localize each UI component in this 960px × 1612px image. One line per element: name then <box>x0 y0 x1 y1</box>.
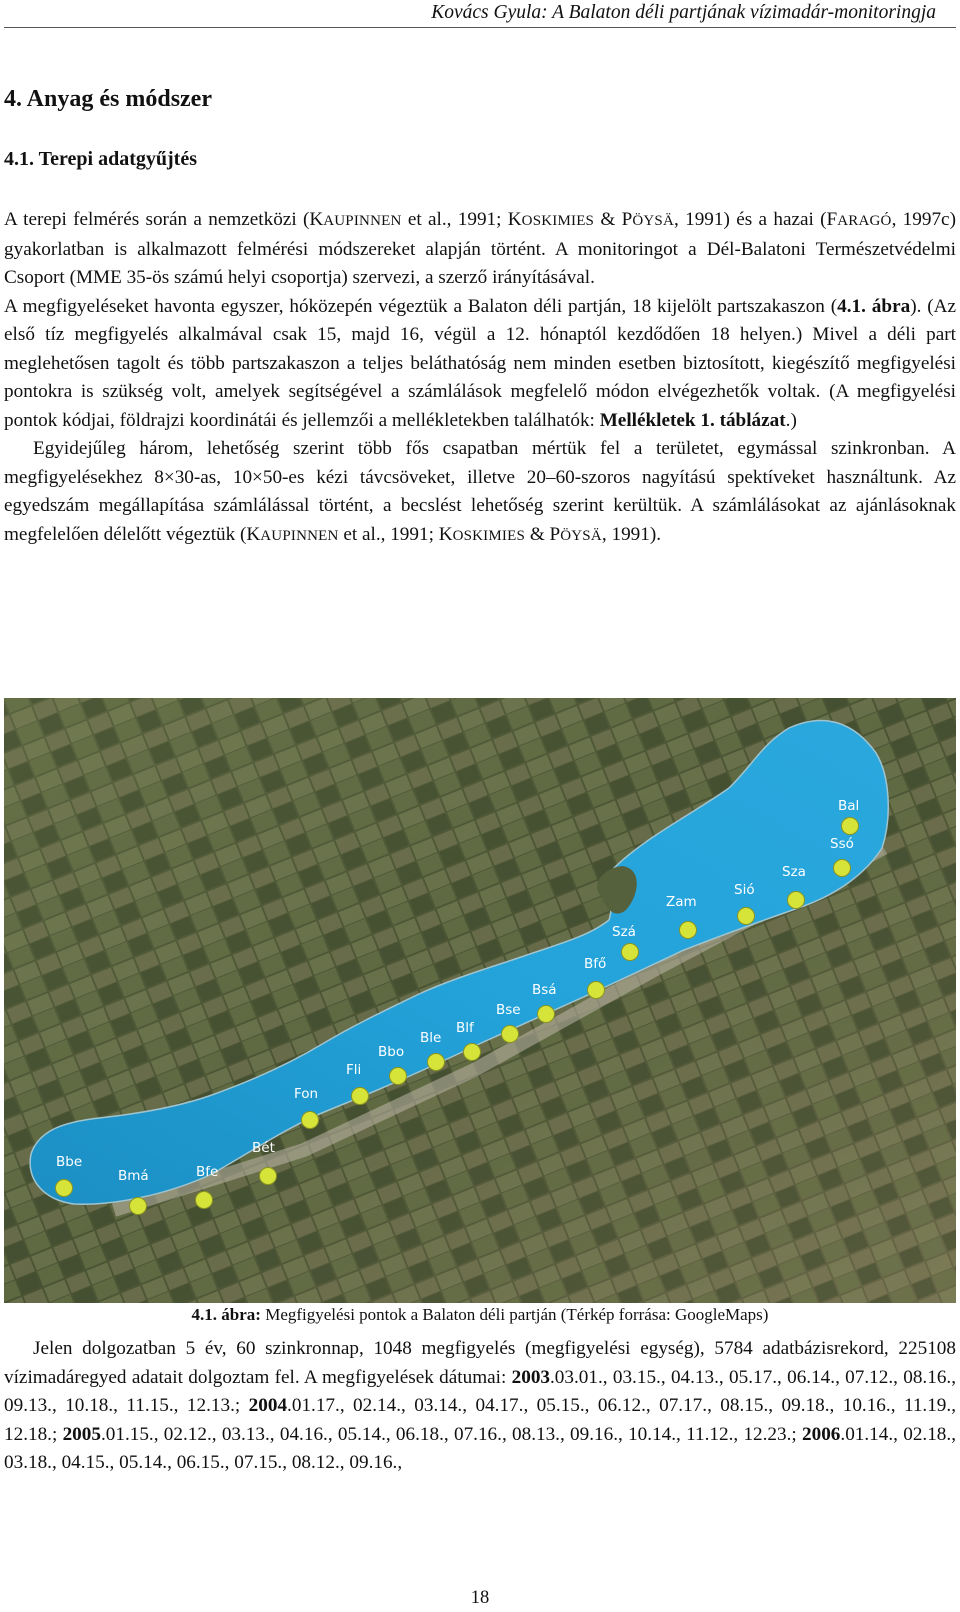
paragraph-2 <box>4 293 956 436</box>
text-run: Jelen dolgozatban 5 év, 60 szinkronnap, 1048 megfigyelés (megfigyelési egység), 5784 adatbázisrekord, 225108 vízimadáregyed adatait dolgoztam fel. A megfigyelések dátumai: <box>4 1338 956 1388</box>
header-rule <box>4 27 956 28</box>
methods-text <box>4 206 956 550</box>
dates-2004: .01.17., 02.14., 03.14., 04.17., 05.15., 06.12., 07.17., 08.15., 09.18., 10.16., 11.19., 12.18.; <box>4 1395 956 1445</box>
paragraph-1 <box>4 206 956 293</box>
marker-dot-10 <box>538 1006 555 1023</box>
paragraph-3 <box>4 435 956 550</box>
marker-label-4: Fon <box>294 1086 319 1102</box>
subsection-heading: 4.1. Terepi adatgyűjtés <box>4 148 197 170</box>
marker-label-13: Zam <box>666 894 697 910</box>
marker-label-17: Bal <box>838 798 860 814</box>
dates-2003: .03.01., 03.15., 04.13., 05.17., 06.14., 07.12., 08.16., 09.13., 10.18., 11.15., 12.13.; <box>4 1366 957 1416</box>
running-head: Kovács Gyula: A Balaton déli partjának vízimadár-monitoringja <box>431 2 936 23</box>
marker-label-16: Ssó <box>830 836 854 852</box>
text-run: , 1997c) gyakorlatban is alkalmazott felmérési módszereket alapján történt. A monitoringot a Dél-Balatoni Természetvédelmi Csoport (MME 35-ös számú helyi csoportja) szervezi, a szerző irányításával. <box>4 209 956 288</box>
marker-dot-13 <box>680 922 697 939</box>
text-run: Egyidejűleg három, lehetőség szerint több fős csapatban mértük fel a területet, egymással szinkronban. A megfigyelésekhez 8×30-as, 10×50-es kézi távcsöveket, illetve 20–60-szoros nagyítású spektíveket használtunk. Az egyedszám megállapítása számlálással történt, a becslést lehetőség szerint kerültük. A számlálásokat az ajánlásoknak megfelelően délelőtt végeztük (K <box>4 438 956 545</box>
marker-label-11: Bfő <box>584 956 607 972</box>
smallcaps-run: AUPINNEN <box>323 213 402 229</box>
text-run: & P <box>594 209 633 230</box>
marker-label-14: Sió <box>734 882 755 898</box>
year-2004: 2004 <box>248 1395 288 1416</box>
marker-dot-9 <box>502 1026 519 1043</box>
marker-label-15: Sza <box>782 864 806 880</box>
smallcaps-run: ÖYSÄ <box>560 527 602 544</box>
year-2003: 2003 <box>511 1366 550 1388</box>
text-run: , 1991). <box>601 523 662 545</box>
marker-label-3: Bét <box>252 1140 275 1156</box>
marker-label-9: Bse <box>496 1002 521 1018</box>
figure-reference: 4.1. ábra <box>837 295 911 317</box>
marker-dot-1 <box>130 1198 147 1215</box>
dates-2006: .01.14., 02.18., 03.18., 04.15., 05.14., 06.15., 07.15., 08.12., 09.16., <box>4 1423 956 1473</box>
smallcaps-run: OSKIMIES <box>452 527 526 544</box>
text-run: A megfigyeléseket havonta egyszer, hóközepén végeztük a Balaton déli partján, 18 kijelölt partszakaszon ( <box>4 295 838 317</box>
text-run: & P <box>525 523 561 545</box>
figure-caption <box>0 1305 960 1325</box>
marker-dot-7 <box>428 1054 445 1071</box>
marker-dot-2 <box>196 1192 213 1209</box>
marker-dot-14 <box>738 908 755 925</box>
marker-dot-3 <box>260 1168 277 1185</box>
marker-label-8: Blf <box>456 1020 474 1036</box>
text-run: , 1991) és a hazai (F <box>674 209 838 230</box>
marker-label-10: Bsá <box>532 982 557 998</box>
appendix-reference: Mellékletek 1. táblázat <box>599 409 786 431</box>
marker-label-2: Bfe <box>196 1164 219 1180</box>
smallcaps-run: OSKIMIES <box>521 213 595 229</box>
year-2006: 2006 <box>802 1423 841 1445</box>
marker-label-6: Bbo <box>378 1044 405 1060</box>
year-2005: 2005 <box>62 1423 101 1445</box>
paragraph-4 <box>4 1335 956 1478</box>
marker-dot-0 <box>56 1180 73 1197</box>
text-run: et al., 1991; K <box>338 523 453 545</box>
text-run: .) <box>785 409 797 431</box>
smallcaps-run: ÖYSÄ <box>632 213 674 229</box>
smallcaps-run: ARAGÓ <box>837 213 892 229</box>
marker-dot-5 <box>352 1088 369 1105</box>
marker-dot-6 <box>390 1068 407 1085</box>
marker-label-7: Ble <box>420 1030 442 1046</box>
caption-label: 4.1. ábra: <box>191 1305 261 1324</box>
marker-label-5: Fli <box>346 1062 362 1078</box>
balaton-map-figure <box>4 698 956 1303</box>
text-run: ). (Az első tíz megfigyelés alkalmával csak 15, majd 16, végül a 12. hónaptól kezdődően 18 helyen.) Mivel a déli part meglehetősen tagolt és több partszakaszon a teljes beláthatóság nem minden esetben biztosított, kiegészítő megfigyelési pontokra is szükség volt, amelyek segítségével a számlálások megfelelő módon elvégezhetők voltak. (A megfigyelési pontok kódjai, földrajzi koordinátái és jellemzői a mellékletekben találhatók: <box>4 295 957 431</box>
marker-dot-12 <box>622 944 639 961</box>
text-run: et al., 1991; K <box>401 209 522 230</box>
marker-label-0: Bbe <box>56 1154 83 1170</box>
marker-dot-17 <box>842 818 859 835</box>
caption-text: Megfigyelési pontok a Balaton déli partján (Térkép forrása: GoogleMaps) <box>260 1305 769 1324</box>
results-text <box>4 1335 956 1478</box>
marker-dot-15 <box>788 892 805 909</box>
smallcaps-run: AUPINNEN <box>260 527 339 544</box>
marker-label-1: Bmá <box>118 1168 149 1184</box>
text-run: A terepi felmérés során a nemzetközi (K <box>4 209 324 230</box>
section-heading: 4. Anyag és módszer <box>4 86 212 112</box>
marker-dot-11 <box>588 982 605 999</box>
marker-dot-16 <box>834 860 851 877</box>
dates-2005: .01.15., 02.12., 03.13., 04.16., 05.14., 06.18., 07.16., 08.13., 09.16., 10.14., 11.12., 12.23.; <box>100 1423 803 1445</box>
page-number: 18 <box>470 1588 490 1608</box>
marker-dot-8 <box>464 1044 481 1061</box>
marker-label-12: Szá <box>612 924 636 940</box>
marker-dot-4 <box>302 1112 319 1129</box>
